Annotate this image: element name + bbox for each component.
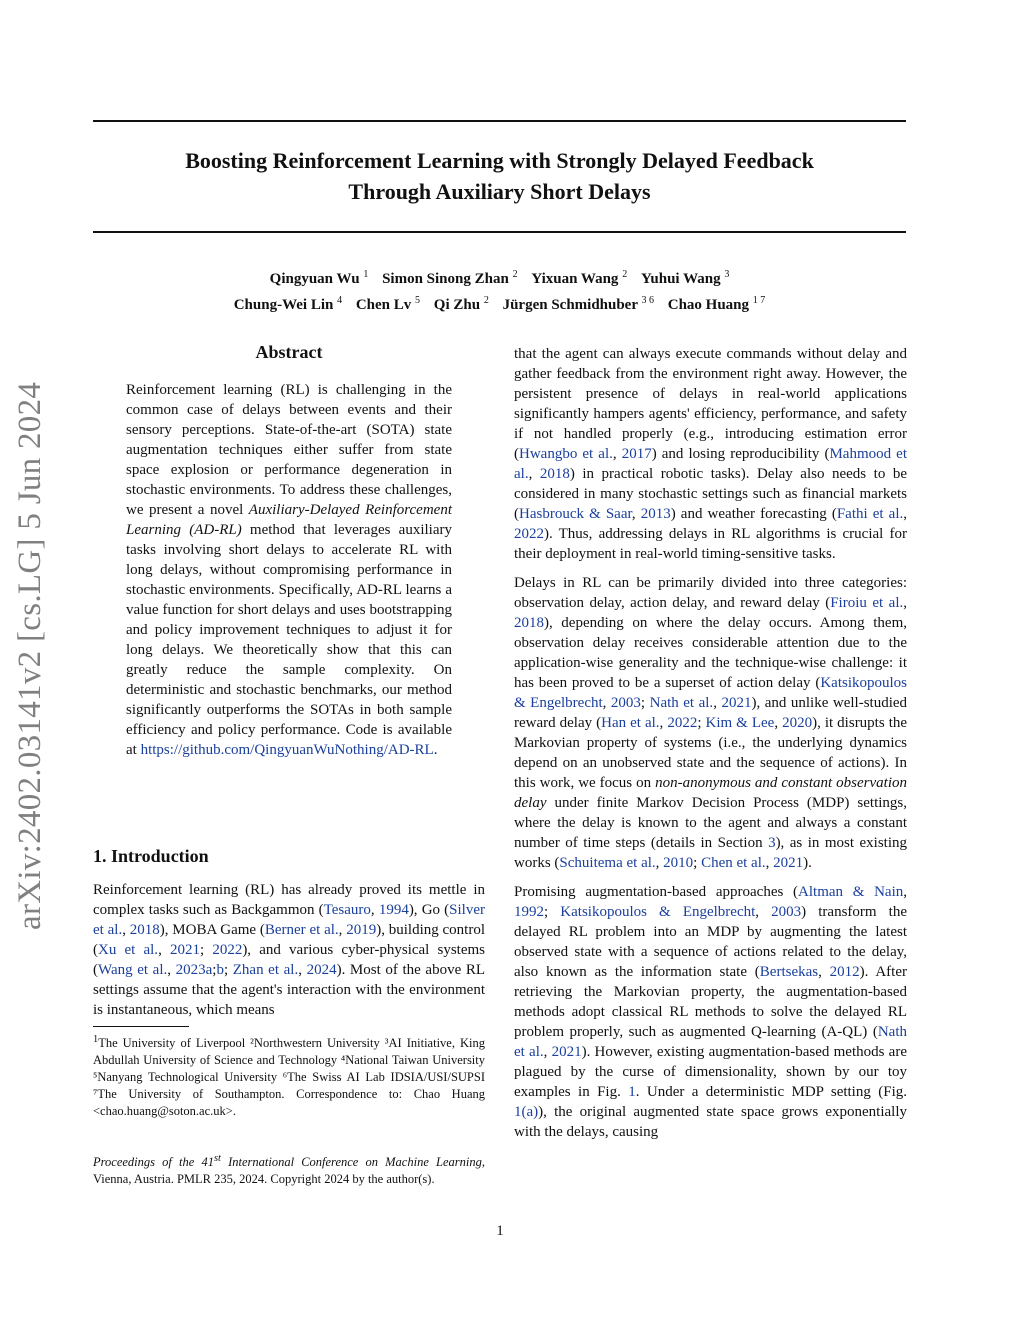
page-number: 1 [496,1223,504,1239]
citation[interactable]: Berner et al. [264,922,339,938]
citation[interactable]: Nath et al. [649,695,714,711]
citation[interactable]: 2018 [539,466,570,482]
section-heading-introduction: 1. Introduction [93,846,209,866]
citation[interactable]: Katsikopoulos & Engelbrecht [560,904,756,920]
citation[interactable]: Nath et al. [514,1024,907,1060]
citation[interactable]: Xu et al. [98,942,159,958]
introduction-body: Reinforcement learning (RL) has already proved its mettle in complex tasks such as Backgammon (Tesauro, 1994), Go (Silver et al., 2018), MOBA Game (Berner et al., 2019), building control (Xu et al., 2021; 2022), and various cyber-physical systems (Wang et al., 2023a;b; Zhan et al., 2024). Most of the above RL settings assume that the agent's interaction with the environment is instantaneous, which means [93,882,486,1018]
author: Chung-Wei Lin $^4$ [233,295,343,313]
paragraph: Promising augmentation-based approaches (Altman & Nain, 1992; Katsikopoulos & Engelbrecht, 2003) transform the delayed RL problem into an MDP by augmenting the latest observed state with a sequence of actions related to the delay, also known as the information state (Bertsekas, 2012). After retrieving the Markovian property, the augmentation-based methods adopt classical RL methods to solve the delayed RL problem properly, such as augmented Q-learning (A-QL) (Nath et al., 2021). However, existing augmentation-based methods are plagued by the curse of dimensionality, shown by our toy examples in Fig. 1. Under a deterministic MDP setting (Fig. 1(a)), the original augmented state space grows exponentially with the delays, causing [514,884,908,1140]
code-link[interactable]: https://github.com/QingyuanWuNothing/AD-RL [140,742,434,758]
citation[interactable]: 2022 [212,942,243,958]
title-rule-top [93,120,906,122]
citation[interactable]: Han et al. [601,715,660,731]
citation[interactable]: Kim & Lee [705,715,775,731]
citation[interactable]: 2018 [129,922,160,938]
citation[interactable]: 2018 [514,615,544,631]
citation[interactable]: 2022 [514,526,544,542]
author: Yixuan Wang $^2$ [531,269,628,287]
citation[interactable]: 1994 [378,902,409,918]
citation[interactable]: Tesauro [323,902,371,918]
arxiv-identifier: arXiv:2402.03141v2 [cs.LG] 5 Jun 2024 [12,381,48,930]
citation[interactable]: 2021 [721,695,752,711]
citation[interactable]: 2023a [175,962,213,978]
citation[interactable]: Schuitema et al. [559,855,656,871]
citation[interactable]: Zhan et al. [232,962,299,978]
figure-reference[interactable]: 1 [628,1084,636,1100]
section-reference[interactable]: 3 [768,835,776,851]
citation[interactable]: Katsikopoulos & Engelbrecht [514,675,907,711]
citation[interactable]: 2013 [640,506,671,522]
paper-title [93,145,906,207]
citation[interactable]: 2024 [306,962,337,978]
citation[interactable]: 1992 [514,904,544,920]
citation[interactable]: Firoiu et al. [830,595,904,611]
right-column [514,344,907,1151]
author: Chao Huang $^{1 7}$ [667,295,766,313]
title-rule-bottom [93,231,906,233]
citation[interactable]: 2021 [773,855,804,871]
author: Simon Sinong Zhan $^2$ [382,269,518,287]
citation[interactable]: 2012 [829,964,860,980]
affiliations-footnote: $^1$The University of Liverpool ²Northwestern University ³AI Initiative, King Abdullah University of Science and Technology ⁴National Taiwan University ⁵Nanyang Technological University ⁶The Swiss AI Lab IDSIA/USI/SUPSI ⁷The University of Southampton. Correspondence to: Chao Huang <chao.huang@soton.ac.uk>. [93,1034,485,1119]
citation[interactable]: Fathi et al. [836,506,904,522]
citation[interactable]: 2021 [169,942,200,958]
citation[interactable]: Hasbrouck & Saar [519,506,632,522]
citation[interactable]: Wang et al. [98,962,168,978]
paragraph: Delays in RL can be primarily divided into three categories: observation delay, action delay, and reward delay (Firoiu et al., 2018), depending on where the delay occurs. Among them, observation delay receives considerable attention due to the application-wise generality and the technique-wise challenge: it has been proved to be a superset of action delay (Katsikopoulos & Engelbrecht, 2003; Nath et al., 2021), and unlike well-studied reward delay (Han et al., 2022; Kim & Lee, 2020), it disrupts the Markovian property of systems (i.e., the underlying dynamics depend on an unobserved state and the sequence of actions). In this work, we focus on non-anonymous and constant observation delay under finite Markov Decision Process (MDP) settings, where the delay is known to the agent and always a constant number of time steps (details in Section 3), as in most existing works (Schuitema et al., 2010; Chen et al., 2021). [514,575,908,871]
citation[interactable]: 2022 [667,715,698,731]
footnote-rule [93,1026,189,1027]
abstract-heading: Abstract [255,342,323,362]
citation[interactable]: 2017 [621,446,652,462]
citation[interactable]: 2003 [771,904,802,920]
author: Jürgen Schmidhuber $^{3 6}$ [502,295,654,313]
citation[interactable]: 2019 [346,922,377,938]
figure-reference[interactable]: 1(a) [514,1104,539,1120]
author-line-2 [93,290,906,316]
citation[interactable]: 2021 [551,1044,582,1060]
title-line-1: Boosting Reinforcement Learning with Strongly Delayed Feedback [185,148,814,173]
abstract-body: Reinforcement learning (RL) is challenging in the common case of delays between events and their sensory perceptions. State-of-the-art (SOTA) state augmentation techniques either suffer from state space explosion or performance degeneration in stochastic environments. To address these challenges, we present a novel Auxiliary-Delayed Reinforcement Learning (AD-RL) method that leverages auxiliary tasks involving short delays to accelerate RL with long delays, without compromising performance in stochastic environments. Specifically, AD-RL learns a value function for short delays and uses bootstrapping and policy improvement techniques to adjust it for long delays. We theoretically show that this can greatly reduce the sample complexity. On deterministic and stochastic benchmarks, our method significantly outperforms the SOTAs in both sample efficiency and policy performance. Code is available at https://github.com/QingyuanWuNothing/AD-RL. [126,382,452,758]
citation[interactable]: b [216,962,224,978]
author: Qi Zhu $^2$ [433,295,489,313]
citation[interactable]: Silver et al. [93,902,486,938]
citation[interactable]: 2010 [663,855,694,871]
citation[interactable]: Hwangbo et al. [519,446,613,462]
author: Chen Lv $^5$ [355,295,421,313]
title-line-2: Through Auxiliary Short Delays [348,179,651,204]
author: Qingyuan Wu $^1$ [269,269,369,287]
citation[interactable]: Bertsekas [759,964,819,980]
citation[interactable]: 2003 [610,695,641,711]
paragraph: that the agent can always execute commands without delay and gather feedback from the environment right away. However, the persistent presence of delays in real-world applications significantly hampers agents' efficiency, performance, and safety if not handled properly (e.g., introducing estimation error (Hwangbo et al., 2017) and losing reproducibility (Mahmood et al., 2018) in practical robotic tasks). Delay also needs to be considered in many stochastic settings such as financial markets (Hasbrouck & Saar, 2013) and weather forecasting (Fathi et al., 2022). Thus, addressing delays in RL algorithms is crucial for their deployment in real-world timing-sensitive tasks. [514,346,908,562]
author-list [93,264,906,316]
author-line-1 [93,264,906,290]
proceedings-note: Proceedings of the 41st International Conference on Machine Learning, Vienna, Austria. PMLR 235, 2024. Copyright 2024 by the author(s). [93,1153,485,1187]
citation[interactable]: Chen et al. [701,855,766,871]
citation[interactable]: Mahmood et al. [514,446,908,482]
citation[interactable]: Altman & Nain [798,884,904,900]
citation[interactable]: 2020 [782,715,813,731]
author: Yuhui Wang $^3$ [640,269,730,287]
